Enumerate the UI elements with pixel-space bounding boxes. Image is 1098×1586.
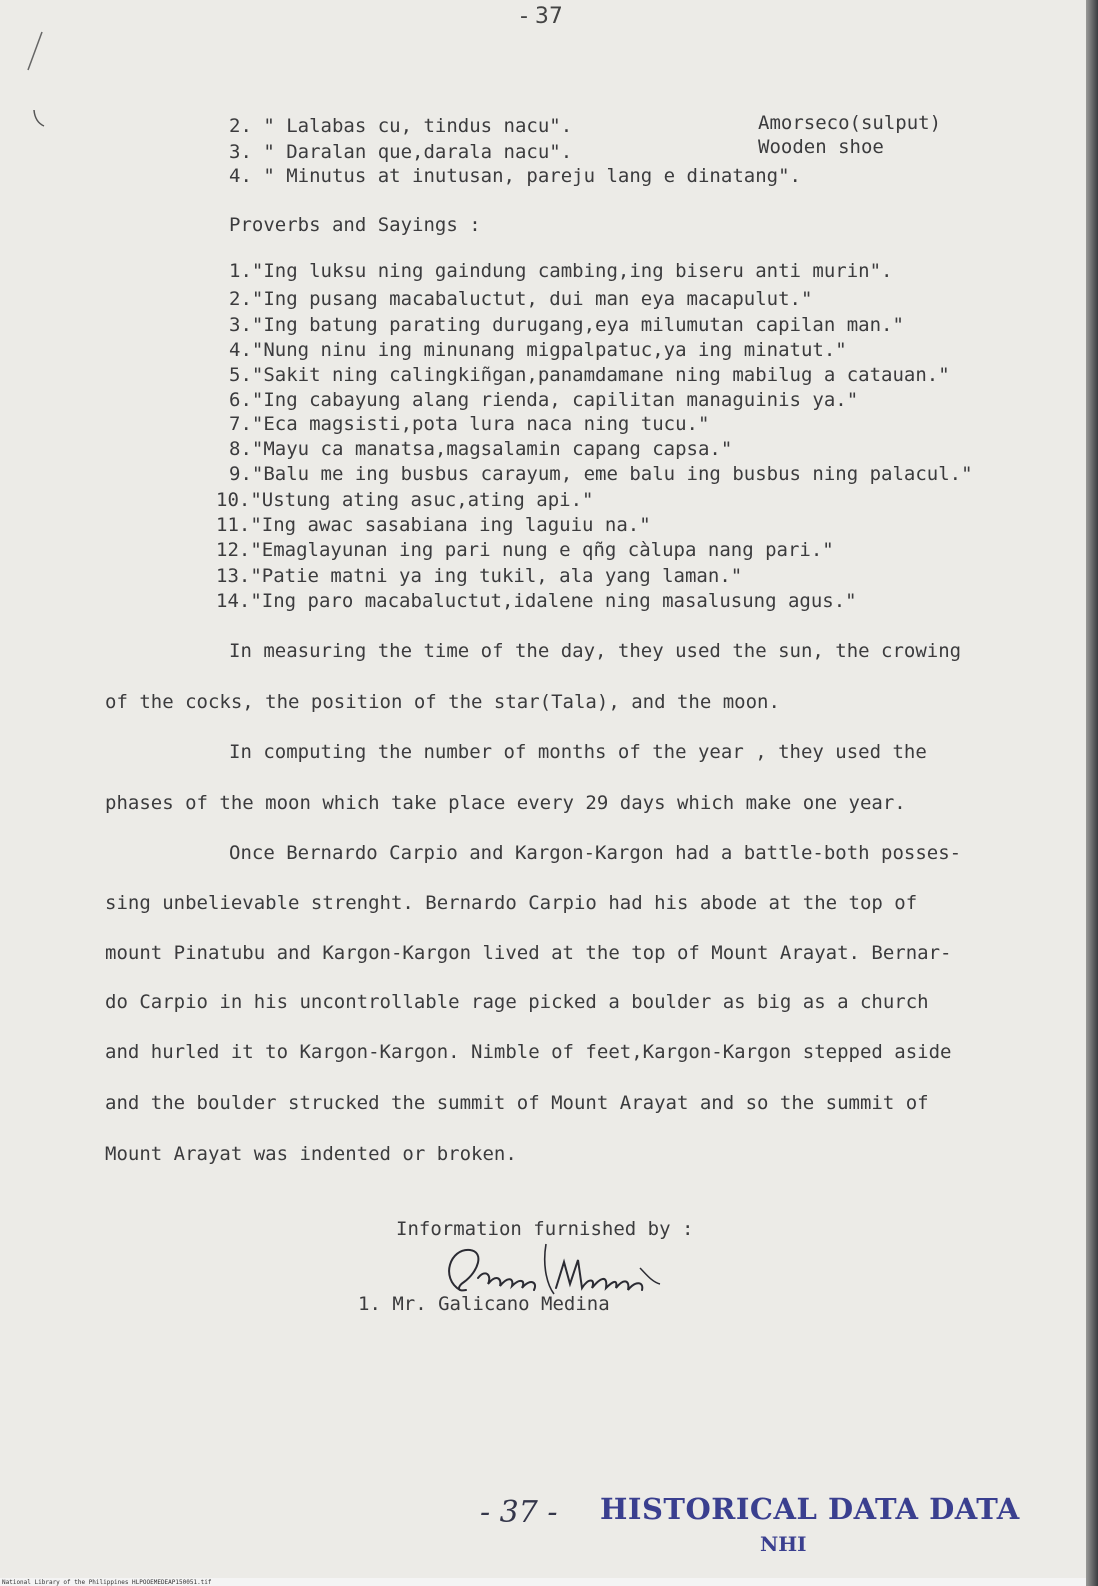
proverb-14: 14."Ing paro macabaluctut,idalene ning masalusung agus." [216, 590, 857, 612]
handwritten-page-number: - 37 - [480, 1495, 558, 1530]
proverb-1: 1."Ing luksu ning gaindung cambing,ing biseru anti murin". [229, 260, 893, 282]
riddle-4: 4. " Minutus at inutusan, pareju lang e dinatang". [229, 165, 801, 187]
proverb-5: 5."Sakit ning calingkiñgan,panamdamane ning mabilug a catauan." [229, 364, 950, 386]
proverb-10: 10."Ustung ating asuc,ating api." [216, 489, 594, 511]
paragraph-legend-line-6: and the boulder strucked the summit of Mount Arayat and so the summit of [105, 1092, 929, 1114]
binding-edge [1086, 0, 1098, 1586]
paragraph-months-line-2: phases of the moon which take place every 29 days which make one year. [105, 792, 906, 814]
proverb-9: 9."Balu me ing busbus carayum, eme balu ing busbus ning palacul." [229, 463, 973, 485]
paragraph-legend-line-1: Once Bernardo Carpio and Kargon-Kargon had a battle-both posses- [229, 842, 962, 864]
proverb-3: 3."Ing batung parating durugang,eya milumutan capilan man." [229, 314, 904, 336]
pen-mark-hook [30, 108, 50, 132]
proverb-11: 11."Ing awac sasabiana ing laguiu na." [216, 514, 651, 536]
riddle-3: 3. " Daralan que,darala nacu". [229, 141, 573, 163]
paragraph-time-line-1: In measuring the time of the day, they used the sun, the crowing [229, 640, 962, 662]
nhi-stamp: NHI [760, 1532, 807, 1556]
proverb-4: 4."Nung ninu ing minunang migpalpatuc,ya ing minatut." [229, 339, 847, 361]
paragraph-legend-line-2: sing unbelievable strenght. Bernardo Carpio had his abode at the top of [105, 892, 918, 914]
top-page-mark: - 37 [520, 4, 563, 29]
riddle-3-answer: Wooden shoe [758, 136, 884, 158]
scan-footer: National Library of the Philippines HLPOOEMEDEAP150051.tif [2, 1579, 212, 1586]
informant-name: 1. Mr. Galicano Medina [358, 1293, 610, 1315]
information-label: Information furnished by : [396, 1218, 694, 1240]
historical-data-stamp: HISTORICAL DATA DATA [600, 1492, 1020, 1526]
paragraph-months-line-1: In computing the number of months of the year , they used the [229, 741, 927, 763]
paragraph-legend-line-3: mount Pinatubu and Kargon-Kargon lived at the top of Mount Arayat. Bernar- [105, 942, 952, 964]
proverb-12: 12."Emaglayunan ing pari nung e qñg càlupa nang pari." [216, 539, 834, 561]
paragraph-legend-line-4: do Carpio in his uncontrollable rage picked a boulder as big as a church [105, 991, 929, 1013]
proverb-6: 6."Ing cabayung alang rienda, capilitan managuinis ya." [229, 389, 859, 411]
proverb-13: 13."Patie matni ya ing tukil, ala yang laman." [216, 565, 743, 587]
riddle-2: 2. " Lalabas cu, tindus nacu". [229, 115, 573, 137]
riddle-2-answer: Amorseco(sulput) [758, 112, 942, 134]
paragraph-legend-line-7: Mount Arayat was indented or broken. [105, 1143, 517, 1165]
paragraph-legend-line-5: and hurled it to Kargon-Kargon. Nimble of feet,Kargon-Kargon stepped aside [105, 1041, 952, 1063]
proverb-8: 8."Mayu ca manatsa,magsalamin capang capsa." [229, 438, 733, 460]
proverbs-heading: Proverbs and Sayings : [229, 214, 481, 236]
proverb-7: 7."Eca magsisti,pota lura naca ning tucu." [229, 413, 710, 435]
pen-mark [20, 30, 50, 100]
proverb-2: 2."Ing pusang macabaluctut, dui man eya macapulut." [229, 288, 813, 310]
paragraph-time-line-2: of the cocks, the position of the star(Tala), and the moon. [105, 691, 780, 713]
